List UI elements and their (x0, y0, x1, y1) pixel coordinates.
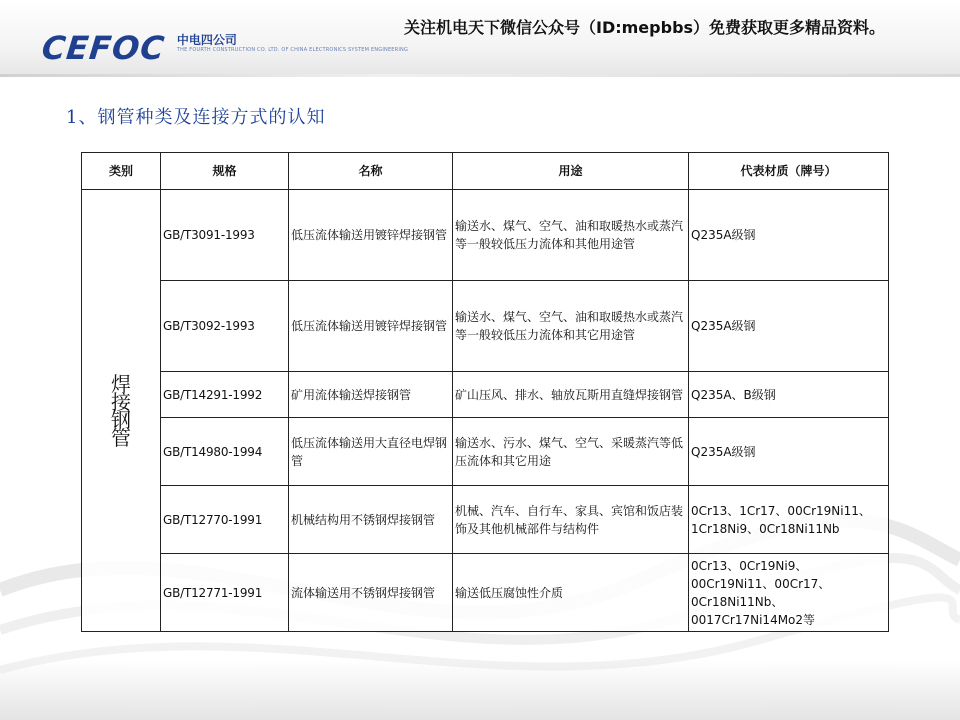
spec-cell: GB/T3092-1993 (161, 281, 289, 372)
table-row (82, 418, 889, 486)
steel-pipe-table (81, 152, 889, 632)
table-row (82, 281, 889, 372)
use-cell: 输送水、煤气、空气、油和取暖热水或蒸汽等一般较低压力流体和其他用途管 (453, 190, 689, 281)
use-cell: 输送水、煤气、空气、油和取暖热水或蒸汽等一般较低压力流体和其它用途管 (453, 281, 689, 372)
header-material: 代表材质（牌号） (689, 153, 889, 190)
spec-cell: GB/T14291-1992 (161, 372, 289, 418)
spec-cell: GB/T12770-1991 (161, 486, 289, 554)
name-cell: 低压流体输送用大直径电焊钢管 (289, 418, 453, 486)
category-label: 焊接钢管 (111, 371, 131, 450)
wechat-notice: 关注机电天下微信公众号（ID:mepbbs）免费获取更多精品资料。 (404, 18, 886, 37)
header-divider (0, 74, 960, 77)
section-title: 1、钢管种类及连接方式的认知 (66, 107, 326, 128)
table-row (82, 554, 889, 632)
material-cell: Q235A级钢 (689, 418, 889, 486)
use-cell: 机械、汽车、自行车、家具、宾馆和饭店装饰及其他机械部件与结构件 (453, 486, 689, 554)
spec-cell: GB/T14980-1994 (161, 418, 289, 486)
material-cell: Q235A、B级钢 (689, 372, 889, 418)
category-cell (82, 190, 161, 632)
table-row (82, 486, 889, 554)
logo-text (177, 33, 408, 54)
header-use: 用途 (453, 153, 689, 190)
table-row (82, 190, 889, 281)
header-spec: 规格 (161, 153, 289, 190)
company-logo (40, 29, 409, 67)
table-header-row (82, 153, 889, 190)
use-cell: 输送水、污水、煤气、空气、采暖蒸汽等低压流体和其它用途 (453, 418, 689, 486)
logo-mark: CEFOC (40, 29, 167, 67)
name-cell: 矿用流体输送焊接钢管 (289, 372, 453, 418)
name-cell: 低压流体输送用镀锌焊接钢管 (289, 190, 453, 281)
material-cell: 0Cr13、0Cr19Ni9、00Cr19Ni11、00Cr17、0Cr18Ni11Nb、0017Cr17Ni14Mo2等 (689, 554, 889, 632)
logo-english-name: THE FOURTH CONSTRUCTION CO. LTD. OF CHINA ELECTRONICS SYSTEM ENGINEERING (176, 47, 409, 53)
material-cell: Q235A级钢 (689, 190, 889, 281)
name-cell: 低压流体输送用镀锌焊接钢管 (289, 281, 453, 372)
name-cell: 机械结构用不锈钢焊接钢管 (289, 486, 453, 554)
material-cell: Q235A级钢 (689, 281, 889, 372)
header-name: 名称 (289, 153, 453, 190)
footer-band (0, 660, 960, 720)
material-cell: 0Cr13、1Cr17、00Cr19Ni11、1Cr18Ni9、0Cr18Ni11Nb (689, 486, 889, 554)
spec-cell: GB/T3091-1993 (161, 190, 289, 281)
spec-cell: GB/T12771-1991 (161, 554, 289, 632)
logo-chinese-name: 中电四公司 (176, 33, 237, 47)
header-category: 类别 (82, 153, 161, 190)
table-row (82, 372, 889, 418)
use-cell: 矿山压风、排水、轴放瓦斯用直缝焊接钢管 (453, 372, 689, 418)
name-cell: 流体输送用不锈钢焊接钢管 (289, 554, 453, 632)
use-cell: 输送低压腐蚀性介质 (453, 554, 689, 632)
